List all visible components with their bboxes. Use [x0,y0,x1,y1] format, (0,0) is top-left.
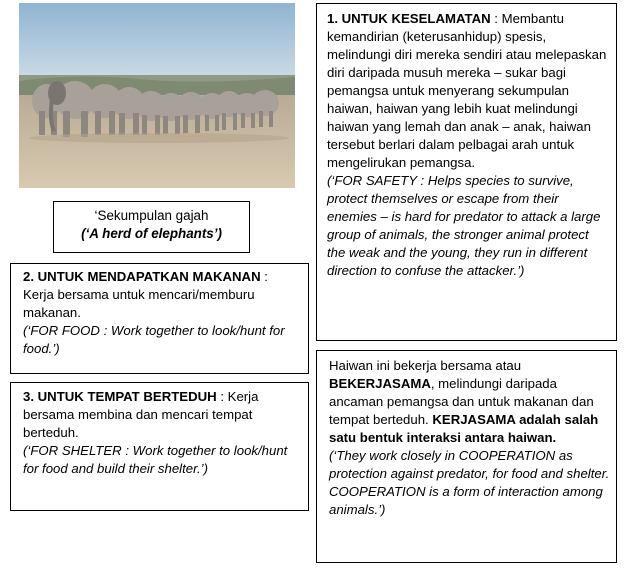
elephant-herd-photo [19,3,295,188]
safety-english: (‘FOR SAFETY : Helps species to survive, protect themselves or escape from their enemies – is hard for predator to attack a large group of animals, the stronger animal protect the weak and the young, they run in different direction to confuse the attacker.’) [327,173,601,278]
cooperation-text [329,357,610,447]
food-body: Kerja bersama untuk mencari/memburu makanan. [23,287,255,320]
shelter-heading: 3. UNTUK TEMPAT BERTEDUH [23,389,217,404]
shelter-text [23,388,300,442]
shelter-english: (‘FOR SHELTER : Work together to look/hunt for food and build their shelter.’) [23,443,288,476]
cooperation-term: BEKERJASAMA [329,376,431,391]
photo-caption [53,201,250,253]
shelter-section [10,382,309,511]
food-heading: 2. UNTUK MENDAPATKAN MAKANAN [23,269,261,284]
food-text [23,268,300,286]
safety-section [316,3,617,341]
shelter-body: : Kerja bersama membina dan mencari tempat berteduh. [23,389,259,440]
elephant-herd-illustration [19,3,295,188]
safety-text [327,10,610,172]
cooperation-text-b: , melindungi daripada ancaman pemangsa dan untuk makanan dan tempat berteduh. [329,376,594,427]
food-heading-suffix: : [260,269,268,284]
food-english: (‘FOR FOOD : Work together to look/hunt for food.’) [23,323,285,356]
safety-body: : Membantu kemandirian (keterusanhidup) spesis, melindungi diri mereka sendiri atau melepaskan diri daripada musuh mereka – sukar bagi pemangsa untuk menyerang sekumpulan haiwan, haiwan yang lebih kuat melindungi haiwan yang lemah dan anak – anak, haiwan tersebut berlari dalam pelbagai arah untuk mengelirukan pemangsa. [327,11,607,170]
safety-heading: 1. UNTUK KESELAMATAN [327,11,491,26]
cooperation-section [316,350,617,563]
caption-malay: ‘Sekumpulan gajah [94,208,209,223]
cooperation-text-a: Haiwan ini bekerja bersama atau [329,358,522,373]
cooperation-definition: KERJASAMA adalah salah satu bentuk interaksi antara haiwan. [329,412,599,445]
caption-english: (‘A herd of elephants’) [81,226,222,241]
cooperation-english: (‘They work closely in COOPERATION as protection against predator, for food and shelter. COOPERATION is a form of interaction among animals.’) [329,448,610,517]
food-section [10,263,309,374]
